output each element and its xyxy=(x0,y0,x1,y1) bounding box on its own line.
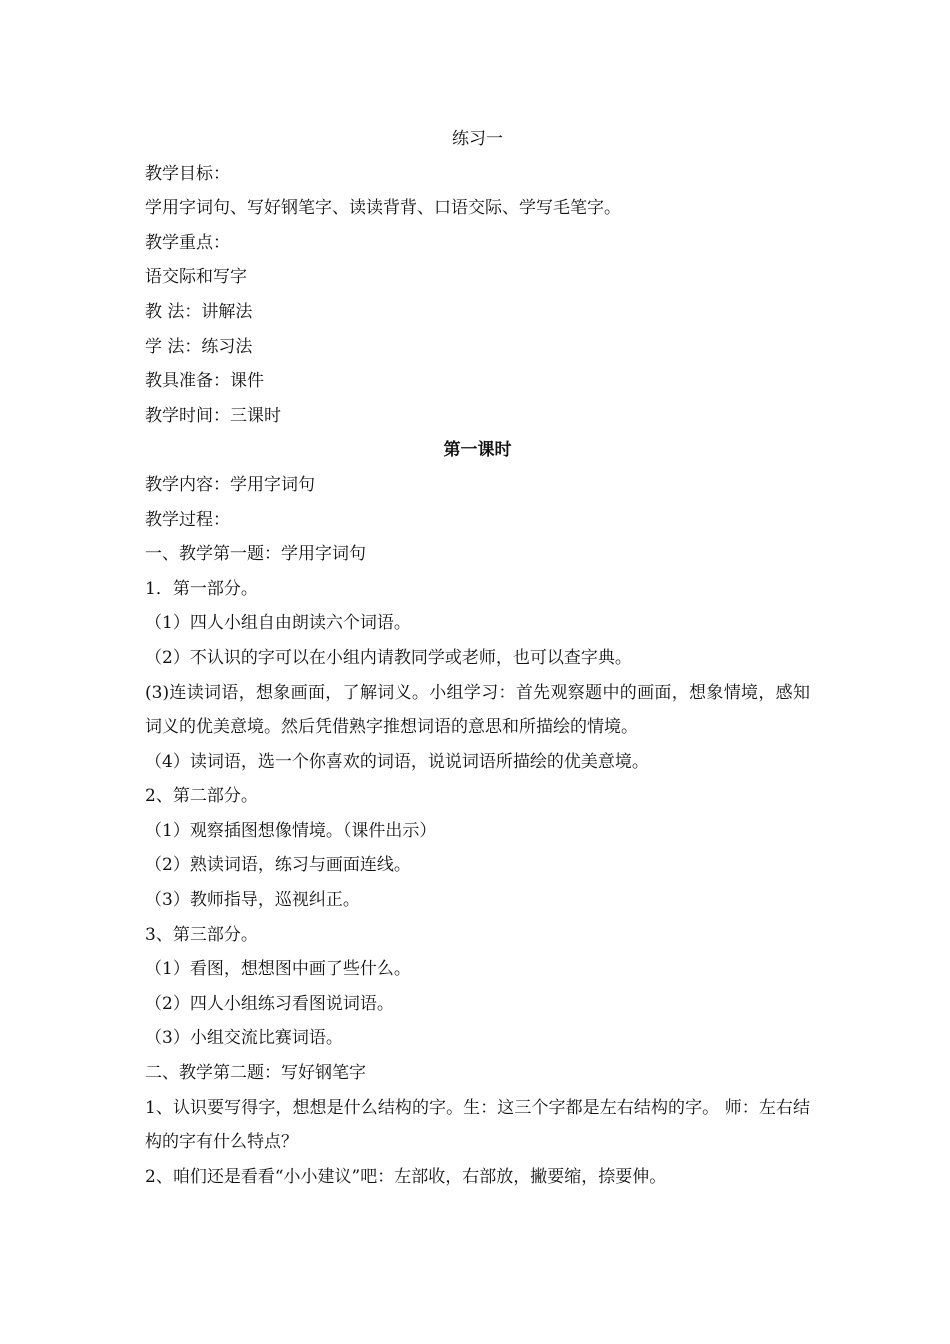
text-line: （2）熟读词语，练习与画面连线。 xyxy=(145,855,411,876)
text-line: 2、咱们还是看看“小小建议”吧：左部收，右部放，撇要缩，捺要伸。 xyxy=(145,1166,667,1187)
text-line: 教学目标： xyxy=(145,163,230,184)
text-line: （2）不认识的字可以在小组内请教同学或老师，也可以查字典。 xyxy=(145,647,632,668)
document-content xyxy=(145,122,810,1194)
text-line: 教学过程： xyxy=(145,509,230,530)
text-line: （1）观察插图想像情境。（课件出示） xyxy=(145,820,437,841)
text-line: （4）读词语，选一个你喜欢的词语，说说词语所描绘的优美意境。 xyxy=(145,751,649,772)
text-line: 学用字词句、写好钢笔字、读读背背、口语交际、学写毛笔字。 xyxy=(145,198,621,219)
text-line: 教具准备：课件 xyxy=(145,371,264,392)
text-line: （1）四人小组自由朗读六个词语。 xyxy=(145,613,411,634)
text-line: 3、第三部分。 xyxy=(145,924,258,945)
text-line: （1）看图，想想图中画了些什么。 xyxy=(145,959,411,980)
text-line: 教学重点： xyxy=(145,232,230,253)
text-line: 教 法：讲解法 xyxy=(145,301,253,322)
section-title: 第一课时 xyxy=(443,440,512,461)
text-line: （3）小组交流比赛词语。 xyxy=(145,1028,343,1049)
paragraph: 1、认识要写得字，想想是什么结构的字。生：这三个字都是左右结构的字。 师：左右结构的字有什么特点？ xyxy=(145,1097,810,1153)
text-line: （2）四人小组练习看图说词语。 xyxy=(145,993,394,1014)
paragraph: (3)连读词语，想象画面，了解词义。小组学习：首先观察题中的画面，想象情境，感知词义的优美意境。然后凭借熟字推想词语的意思和所描绘的情境。 xyxy=(145,682,810,738)
text-line: 一、教学第一题：学用字词句 xyxy=(145,544,366,565)
text-line: （3）教师指导，巡视纠正。 xyxy=(145,890,360,911)
text-line: 二、教学第二题：写好钢笔字 xyxy=(145,1063,366,1084)
document-title: 练习一 xyxy=(452,129,503,149)
text-line: 教学时间：三课时 xyxy=(145,405,281,426)
text-line: 语交际和写字 xyxy=(145,267,247,288)
text-line: 教学内容：学用字词句 xyxy=(145,474,315,495)
text-line: 学 法：练习法 xyxy=(145,336,253,357)
text-line: 2、第二部分。 xyxy=(145,786,258,807)
text-line: 1．第一部分。 xyxy=(145,578,258,599)
